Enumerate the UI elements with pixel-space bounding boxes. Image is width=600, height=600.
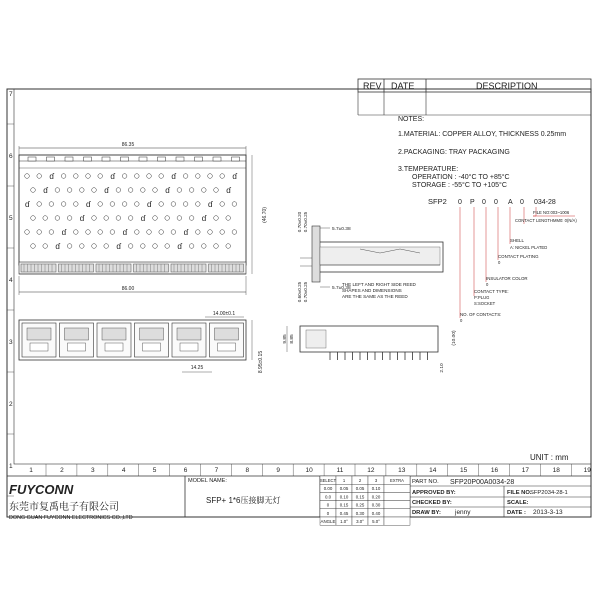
dim-top-b: 0.70±0.25: [303, 211, 308, 233]
part-code-callout: A: NICKEL PLATED: [510, 245, 548, 250]
cage-vent-hole: [189, 244, 194, 249]
dim-left-b: 0.70±0.25: [303, 281, 308, 303]
cage-vent-hole: [220, 202, 225, 207]
cage-vent-hole: [183, 202, 188, 207]
port-latch: [218, 343, 236, 351]
cage-vent-hole: [226, 244, 231, 249]
company-name-en: DONG GUAN FUYCONN ELECTRONICS CO.,LTD: [9, 515, 133, 521]
cage-tab: [84, 157, 92, 161]
cage-vent-hole: [31, 244, 36, 249]
cage-vent-hole: [86, 230, 91, 235]
drawn-by-label: DRAW BY:: [412, 510, 441, 516]
cage-vent-hole: [74, 202, 79, 207]
side-note-3: ARE THE SAME AS THE REED: [342, 294, 408, 299]
tolerance-value: 1.0°: [340, 519, 348, 524]
tolerance-cell: [384, 501, 410, 509]
tolerance-value: 0.25: [355, 502, 365, 508]
cage-vent-hole: [122, 202, 127, 207]
part-code-callout: 0: [460, 318, 463, 323]
cage-vent-mark: ɗ: [110, 172, 115, 181]
cage-tab: [176, 157, 184, 161]
port-slot: [134, 264, 169, 272]
cage-vent-hole: [135, 230, 140, 235]
port-latch: [30, 343, 48, 351]
port-opening: [65, 328, 89, 340]
part-code-char: A: [508, 199, 513, 206]
grid-row-label: 2: [9, 401, 13, 408]
scale-label: SCALE:: [507, 500, 529, 506]
grid-column-label: 7: [214, 467, 219, 474]
end-dim-4: 2.10: [440, 363, 445, 373]
cage-tab: [158, 157, 166, 161]
notes-heading: NOTES:: [398, 116, 425, 123]
note-operation: OPERATION : -40°C TO +85°C: [412, 174, 510, 181]
cage-vent-hole: [159, 230, 164, 235]
port-opening: [102, 328, 126, 340]
part-code-char: 0: [458, 199, 462, 206]
tolerance-value: 0.45: [339, 510, 349, 516]
cage-vent-hole: [122, 174, 127, 179]
cage-tab: [232, 157, 240, 161]
grid-column-label: 4: [121, 467, 126, 474]
dim-bottom-width: 86.00: [121, 286, 135, 292]
cage-vent-hole: [196, 202, 201, 207]
tolerance-value: 0.40: [371, 510, 381, 516]
port-slot: [171, 264, 206, 272]
tolerance-value: 0.10: [339, 494, 349, 500]
cage-vent-hole: [104, 216, 109, 221]
date-header: DATE: [391, 81, 415, 91]
tolerance-cell: [384, 484, 410, 492]
notes-block: [398, 116, 566, 189]
tolerance-header-label: 3: [374, 478, 378, 483]
cage-vent-hole: [196, 230, 201, 235]
cage-vent-hole: [159, 174, 164, 179]
cage-vent-hole: [25, 230, 30, 235]
cage-tab: [213, 157, 221, 161]
drawn-by-value: jenny: [455, 509, 471, 516]
cage-vent-hole: [202, 188, 207, 193]
dim-height: (46.70): [262, 207, 268, 223]
cage-vent-hole: [55, 216, 60, 221]
cage-vent-hole: [165, 216, 170, 221]
cage-vent-mark: ɗ: [43, 186, 48, 195]
grid-column-label: 2: [60, 467, 64, 474]
cage-vent-mark: ɗ: [140, 214, 146, 223]
cage-tab: [102, 157, 110, 161]
cage-vent-hole: [171, 202, 176, 207]
tolerance-value: 0.15: [355, 494, 365, 500]
note-material: 1.MATERIAL: COPPER ALLOY, THICKNESS 0.25mm: [398, 131, 567, 138]
side-note-2: SHAPES AND DIMENSIONS: [342, 288, 402, 293]
cage-vent-hole: [74, 230, 79, 235]
side-note-1: THE LEFT AND RIGHT SIDE REED: [342, 282, 416, 287]
port-latch: [68, 343, 86, 351]
cage-vent-hole: [74, 174, 79, 179]
part-code-prefix: SFP2: [428, 197, 447, 206]
cage-vent-hole: [98, 202, 103, 207]
unit-label: UNIT : mm: [530, 453, 569, 462]
note-temperature: 3.TEMPERATURE:: [398, 166, 459, 173]
dim-a: 5.7±0.38: [332, 227, 351, 232]
tolerance-value: 5.0°: [372, 519, 380, 524]
cage-vent-hole: [43, 216, 48, 221]
cage-vent-mark: ɗ: [208, 200, 213, 209]
tolerance-header-label: EXTRA: [390, 478, 404, 483]
cage-tab: [121, 157, 129, 161]
port-slot: [21, 264, 56, 272]
cage-vent-hole: [214, 188, 219, 193]
checked-by-label: CHECKED BY:: [412, 500, 452, 506]
cage-tab: [195, 157, 203, 161]
cage-vent-mark: ɗ: [226, 186, 231, 195]
cage-vent-hole: [67, 244, 72, 249]
cage-vent-mark: ɗ: [183, 228, 189, 237]
cage-vent-hole: [128, 244, 133, 249]
cage-vent-hole: [116, 216, 121, 221]
dim-top-a: 0.70±0.20: [297, 211, 302, 233]
dim-pitch-2: 14.25: [190, 365, 204, 371]
cage-vent-hole: [49, 202, 54, 207]
revision-table: [358, 79, 591, 115]
cage-vent-hole: [214, 244, 219, 249]
cage-vent-mark: ɗ: [116, 242, 121, 251]
port-latch: [105, 343, 123, 351]
cage-vent-hole: [232, 202, 237, 207]
port-opening: [177, 328, 201, 340]
cage-vent-hole: [128, 188, 133, 193]
note-storage: STORAGE : -55°C TO +105°C: [412, 182, 507, 189]
grid-column-label: 13: [398, 467, 406, 474]
tolerance-header-label: 1: [342, 478, 346, 483]
part-code-char: 0: [482, 199, 486, 206]
grid-column-label: 1: [29, 467, 33, 474]
port-slot: [209, 264, 244, 272]
grid-column-label: 12: [367, 467, 375, 474]
part-code-breakdown: [428, 197, 577, 323]
cage-vent-hole: [31, 188, 36, 193]
company-name-cn: 东莞市复禹电子有限公司: [9, 502, 119, 513]
cage-tab: [65, 157, 73, 161]
grid-row-label: 3: [9, 339, 13, 346]
cage-vent-mark: ɗ: [171, 172, 176, 181]
cage-vent-hole: [189, 188, 194, 193]
cage-vent-hole: [202, 244, 207, 249]
part-code-callout: P:PLUG: [474, 295, 490, 300]
cage-vent-mark: ɗ: [104, 186, 109, 195]
grid-row-label: 4: [9, 277, 13, 284]
tolerance-cell: [384, 509, 410, 517]
grid-column-label: 9: [276, 467, 281, 474]
part-code-callout: CONTACT LENGTHMM0: 0(N/A): [515, 218, 577, 223]
grid-column-labels: [29, 464, 600, 476]
port-opening: [215, 328, 239, 340]
date-value: 2013-3-13: [533, 509, 563, 516]
tolerance-cell: [384, 492, 410, 500]
cage-vent-hole: [37, 230, 42, 235]
dim-b: 5.7±0.38: [332, 286, 351, 291]
cage-vent-hole: [67, 216, 72, 221]
cage-vent-mark: ɗ: [25, 200, 30, 209]
cage-vent-hole: [141, 188, 146, 193]
front-view: [19, 142, 268, 295]
part-no-value: SFP20P00A0034-28: [450, 479, 515, 486]
cage-vent-hole: [153, 244, 158, 249]
grid-column-label: 18: [552, 467, 560, 474]
cage-vent-hole: [189, 216, 194, 221]
part-code-callout: 0: [498, 260, 501, 265]
bottom-view: [19, 311, 264, 373]
cage-vent-mark: ɗ: [49, 172, 54, 181]
port-slot: [59, 264, 94, 272]
cage-vent-hole: [25, 174, 30, 179]
cage-vent-mark: ɗ: [79, 214, 85, 223]
cage-vent-hole: [220, 230, 225, 235]
part-code-callout: S:SOCKET: [474, 301, 496, 306]
part-code-callout: SHELL: [510, 238, 524, 243]
cage-vent-hole: [177, 188, 182, 193]
tolerance-value: 0.0: [324, 494, 332, 500]
grid-row-label: 7: [9, 91, 13, 98]
grid-column-label: 19: [583, 467, 591, 474]
grid-column-label: 14: [429, 467, 437, 474]
cage-vent-hole: [61, 202, 66, 207]
grid-row-label: 5: [9, 215, 13, 222]
tolerance-value: 0: [326, 502, 330, 508]
tolerance-value: ANGLE: [320, 519, 336, 524]
grid-column-label: 3: [90, 467, 95, 474]
cage-vent-hole: [220, 174, 225, 179]
date-label: DATE :: [507, 510, 526, 516]
cage-tab: [28, 157, 36, 161]
cage-vent-hole: [86, 174, 91, 179]
cage-vent-hole: [208, 174, 213, 179]
tolerance-value: 0.05: [355, 486, 365, 492]
end-dim-2: 8.85: [290, 334, 295, 344]
tolerance-value: 0.15: [339, 502, 349, 508]
cage-vent-mark: ɗ: [122, 228, 128, 237]
tolerance-value: 3.0°: [356, 519, 364, 524]
tolerance-value: 0.10: [371, 486, 381, 492]
cage-vent-hole: [116, 188, 121, 193]
tolerance-value: 0.30: [371, 502, 381, 508]
part-code-char: P: [470, 199, 475, 206]
cage-vent-hole: [147, 174, 152, 179]
cage-vent-hole: [196, 174, 201, 179]
part-code-callout: 0: [486, 282, 489, 287]
cage-vent-hole: [226, 216, 231, 221]
port-latch: [143, 343, 161, 351]
grid-row-label: 1: [9, 463, 13, 470]
dim-height-bottom: 8.95±0.15: [258, 350, 264, 374]
cage-vent-hole: [165, 244, 170, 249]
tolerance-header-label: 2: [358, 478, 362, 483]
cage-vent-hole: [67, 188, 72, 193]
cage-vent-hole: [98, 174, 103, 179]
cage-vent-hole: [153, 188, 158, 193]
cage-vent-hole: [31, 216, 36, 221]
cage-vent-hole: [177, 216, 182, 221]
grid-column-label: 15: [459, 467, 468, 474]
part-no-label: PART NO.: [412, 479, 439, 485]
file-no-value: SFP2034-28-1: [530, 490, 568, 496]
cage-vent-hole: [128, 216, 133, 221]
tolerance-value: 0.20: [371, 494, 381, 500]
cage-vent-hole: [92, 188, 97, 193]
rev-header: REV: [363, 81, 382, 91]
cage-vent-hole: [208, 230, 213, 235]
end-view: [282, 326, 457, 373]
tolerance-value: 0.30: [355, 510, 365, 516]
cage-vent-hole: [104, 244, 109, 249]
cage-vent-hole: [171, 230, 176, 235]
model-name-label: MODEL NAME:: [188, 478, 227, 484]
port-slot: [96, 264, 131, 272]
cage-vent-mark: ɗ: [177, 242, 182, 251]
cage-vent-hole: [80, 188, 85, 193]
side-view: [297, 211, 443, 302]
cage-vent-hole: [135, 202, 140, 207]
approved-by-label: APPROVED BY:: [412, 490, 456, 496]
cage-vent-hole: [98, 230, 103, 235]
dim-overall-width: 86.35: [121, 142, 135, 148]
part-code-callout: CONTACT PLATING: [498, 254, 539, 259]
file-no-label: FILE NO.: [507, 490, 532, 496]
end-dim-3: (10.00): [452, 330, 457, 346]
cage-vent-hole: [214, 216, 219, 221]
cage-vent-hole: [43, 244, 48, 249]
title-block: [7, 476, 591, 525]
cage-vent-hole: [49, 230, 54, 235]
cage-vent-hole: [37, 174, 42, 179]
cage-vent-hole: [110, 202, 115, 207]
description-header: DESCRIPTION: [476, 81, 538, 91]
cage-vent-hole: [141, 244, 146, 249]
grid-row-labels: [7, 91, 14, 496]
cage-vent-hole: [92, 216, 97, 221]
grid-column-label: 17: [521, 467, 530, 474]
grid-column-label: 8: [245, 467, 250, 474]
grid-column-label: 6: [183, 467, 188, 474]
port-opening: [140, 328, 164, 340]
cage-vent-hole: [147, 230, 152, 235]
cage-vent-hole: [61, 174, 66, 179]
cage-vent-hole: [135, 174, 140, 179]
cage-tab: [47, 157, 55, 161]
cage-vent-mark: ɗ: [232, 172, 237, 181]
part-code-callout: FILE NO:003~1006: [533, 210, 570, 215]
dim-pitch: 14.00±0.1: [212, 311, 236, 317]
part-code-callout: CONTACT TYPE:: [474, 289, 509, 294]
tolerance-value: 0: [326, 510, 330, 516]
part-code-char: 034-28: [534, 199, 556, 206]
grid-column-label: 11: [336, 467, 344, 474]
tolerance-header-label: SELECT: [319, 478, 337, 483]
cage-vent-mark: ɗ: [55, 242, 60, 251]
model-name: SFP+ 1*6压接脚无灯: [206, 496, 281, 505]
port-opening: [27, 328, 51, 340]
note-packaging: 2.PACKAGING: TRAY PACKAGING: [398, 149, 510, 156]
part-code-callout: INSULATOR COLOR: [486, 276, 528, 281]
cage-vent-hole: [110, 230, 115, 235]
cage-vent-hole: [80, 244, 85, 249]
tolerance-value: 0.00: [323, 486, 333, 492]
cage-vent-hole: [153, 216, 158, 221]
grid-row-label: 6: [9, 153, 13, 160]
dim-left-a: 0.60±0.25: [297, 281, 302, 303]
cage-vent-mark: ɗ: [165, 186, 170, 195]
end-dim-1: 9.85: [283, 334, 288, 344]
part-code-char: 0: [520, 199, 524, 206]
cage-vent-hole: [55, 188, 60, 193]
tolerance-value: 0.05: [339, 486, 349, 492]
cage-vent-mark: ɗ: [86, 200, 91, 209]
cage-vent-hole: [37, 202, 42, 207]
company-logo: FUYCONN: [9, 482, 74, 497]
cage-vent-mark: ɗ: [147, 200, 152, 209]
cage-vent-hole: [183, 174, 188, 179]
cage-vent-hole: [232, 230, 237, 235]
cage-vent-hole: [159, 202, 164, 207]
part-code-char: 0: [494, 199, 498, 206]
grid-column-label: 5: [152, 467, 157, 474]
cage-vent-hole: [92, 244, 97, 249]
cage-tab: [139, 157, 147, 161]
port-latch: [180, 343, 198, 351]
grid-column-label: 16: [490, 467, 499, 474]
cage-vent-mark: ɗ: [201, 214, 207, 223]
part-code-callout: NO. OF CONTACTS:: [460, 312, 502, 317]
cage-vent-mark: ɗ: [61, 228, 67, 237]
tolerance-cell: [384, 517, 410, 525]
grid-column-label: 10: [305, 467, 313, 474]
